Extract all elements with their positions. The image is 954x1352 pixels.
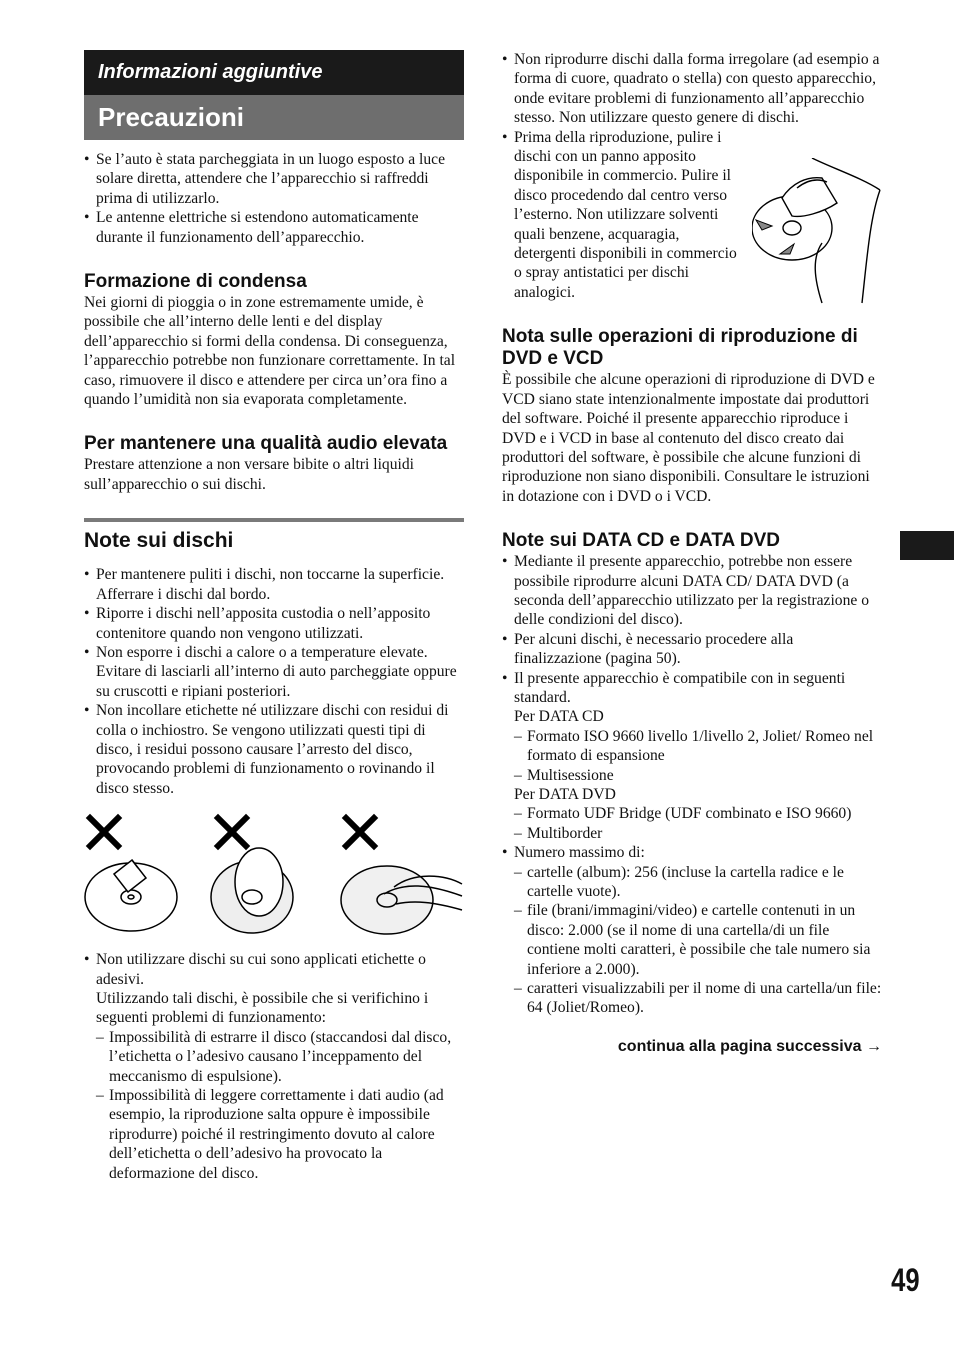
adesivi-sub: Utilizzando tali dischi, è possibile che si verifichino i seguenti problemi di funzionamento: (96, 989, 429, 1027)
dvd-text: È possibile che alcune operazioni di riproduzione di DVD e VCD siano state intenzionalmente impostate dai produttori del software. Poiché il presente apparecchio riproduce i DVD e i VCD in base al contenuto del disco creato dai produttori del software, è possibile che alcune funzioni di riproduzione non siano disponibili. Consultare le istruzioni in dotazione con i DVD o i VCD. (502, 371, 875, 505)
list-item: • Riporre i dischi nell’apposita custodia o nell’apposito contenitore quando non vengono utilizzati. (84, 604, 464, 643)
list-item: • Mediante il presente apparecchio, potrebbe non essere possibile riprodurre alcuni DATA CD/ DATA DVD (a seconda dell’apparecchio utilizzato per la registrazione o delle condizioni del disco). (502, 552, 882, 630)
list-item: • Numero massimo di: (502, 843, 882, 862)
section-tab (900, 531, 954, 560)
condensa-text: Nei giorni di pioggia o in zone estremamente umide, è possibile che all’interno delle lenti e del display dell’apparecchio si formi della condensa. Di conseguenza, l’apparecchio potrebbe non funzionare correttamente. In tal caso, rimuovere il disco e attendere per circa un’ora fino a quando l’umidità non sia evaporata completamente. (84, 294, 456, 409)
condensa-heading: Formazione di condensa (84, 271, 307, 293)
dash-item: – Multisessione (502, 766, 882, 785)
cross-icon (90, 818, 374, 846)
dash-item: – Formato ISO 9660 livello 1/livello 2, Joliet/ Romeo nel formato di espansione (502, 727, 882, 766)
dvd-label: Per DATA DVD (514, 786, 616, 803)
forbidden-discs-illustration (84, 812, 464, 940)
disc-with-label-icon (85, 860, 177, 931)
audio-heading: Per mantenere una qualità audio elevata (84, 433, 448, 455)
dash-item: – cartelle (album): 256 (incluse la cartella radice e le cartelle vuote). (502, 863, 882, 902)
dash-item: – Multiborder (502, 824, 882, 843)
data-list (502, 552, 882, 707)
list-item: • Se l’auto è stata parcheggiata in un luogo esposto a luce solare diretta, attendere che l’apparecchio si raffreddi prima di utilizzarlo. (84, 150, 464, 208)
dash-item: – Impossibilità di estrarre il disco (staccandosi dal disco, l’etichetta o l’adesivo causano l’inceppamento del meccanismo di espulsione). (84, 1028, 464, 1086)
left-column (84, 50, 464, 1183)
list-item: • Non riprodurre dischi dalla forma irregolare (ad esempio a forma di cuore, quadrato o stella) con questo apparecchio, onde evitare problemi di funzionamento all’apparecchio stesso. Non utilizzare questo genere di dischi. (502, 50, 882, 128)
irregular-disc-icon (211, 848, 293, 933)
dvd-heading: Nota sulle operazioni di riproduzione di DVD e VCD (502, 326, 858, 370)
list-item: • Non incollare etichette né utilizzare dischi con residui di colla o inchiostro. Se vengono utilizzati questi tipi di disco, i residui possono causare l’arresto del disco, provocando problemi di funzionamento o rovinando il disco stesso. (84, 701, 464, 798)
section-header: Informazioni aggiuntive (84, 50, 464, 95)
right-column (502, 50, 882, 1056)
list-item: • Il presente apparecchio è compatibile con in seguenti standard. (502, 669, 882, 708)
dischi-heading: Note sui dischi (84, 529, 234, 553)
cd-label: Per DATA CD (514, 708, 604, 726)
data-heading: Note sui DATA CD e DATA DVD (502, 530, 780, 552)
max-list (502, 843, 882, 862)
dash-item: – Formato UDF Bridge (UDF combinato e ISO 9660) (502, 804, 882, 823)
list-item: • Prima della riproduzione, pulire i dischi con un panno apposito disponibile in commercio. Pulire il disco procedendo dal centro verso l’esterno. Non utilizzare solventi quali benzene, acquaragia, detergenti disponibili in commercio o spray antistatici per dischi analogici. (502, 128, 882, 303)
list-item: • Per mantenere puliti i dischi, non toccarne la superficie. Afferrare i dischi dal bordo. (84, 565, 464, 604)
disc-with-residue-icon (341, 866, 462, 934)
adesivi-list (84, 950, 464, 989)
list-item: • Non esporre i dischi a calore o a temperature elevate. Evitare di lasciarli all’interno di auto parcheggiate oppure su cruscotti e ripiani posteriori. (84, 643, 464, 701)
page-title: Precauzioni (84, 95, 464, 140)
continue-note: continua alla pagina successiva → (617, 1037, 882, 1055)
section-divider (84, 518, 464, 522)
list-item: • Le antenne elettriche si estendono automaticamente durante il funzionamento dell’apparecchio. (84, 208, 464, 247)
dash-item: – caratteri visualizzabili per il nome di una cartella/un file: 64 (Joliet/Romeo). (502, 979, 882, 1018)
page-number: 49 (891, 1262, 920, 1298)
list-item: • Per alcuni dischi, è necessario procedere alla finalizzazione (pagina 50). (502, 630, 882, 669)
list-item: • Non utilizzare dischi su cui sono applicati etichette o adesivi. (84, 950, 464, 989)
dash-item: – Impossibilità di leggere correttamente i dati audio (ad esempio, la riproduzione salta oppure è impossibile riprodurre) poiché il restringimento dovuto al calore dell’etichetta o dell’adesivo ha provocato la deformazione del disco. (84, 1086, 464, 1183)
dash-item: – file (brani/immagini/video) e cartelle contenuti in un disco: 2.000 (se il nome di una cartella/di un file contiene molti caratteri, è possibile che tale numero sia inferiore a 2.000). (502, 901, 882, 979)
audio-text: Prestare attenzione a non versare bibite o altri liquidi sull’apparecchio o sui dischi. (84, 456, 414, 493)
dischi-list (84, 565, 464, 798)
disc-cleaning-illustration (752, 158, 882, 308)
intro-list (84, 150, 464, 247)
